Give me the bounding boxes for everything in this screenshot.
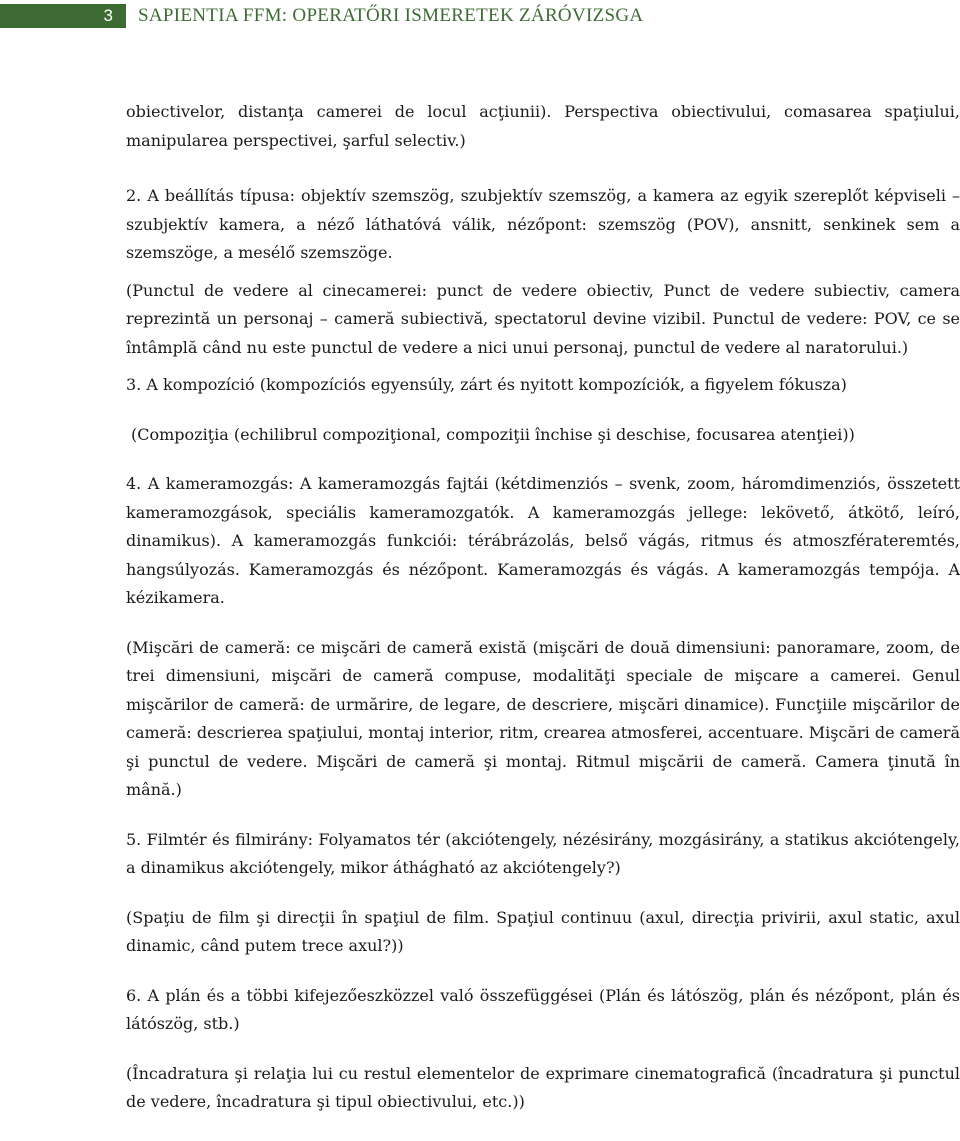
paragraph-10: 6. A plán és a többi kifejezőeszközzel való összefüggései (Plán és látószög, plán és nézőpont, plán és látószög, stb.) [126, 985, 960, 1033]
paragraph-2: 2. A beállítás típusa: objektív szemszög, szubjektív szemszög, a kamera az egyik szereplőt képviseli – szubjektív kamera, a néző láthatóvá válik, nézőpont: szemszög (POV), ansnitt, senkinek sem a szemszöge, a mesélő szemszöge. [126, 186, 960, 262]
paragraph-6: 4. A kameramozgás: A kameramozgás fajtái (kétdimenziós – svenk, zoom, háromdimenziós, összetett kameramozgások, speciális kameramozgatók. A kameramozgás jellege: lekövető, átkötő, leíró, dinamikus). A kameramozgás funkciói: térábrázolás, belső vágás, ritmus és atmoszférateremtés, hangsúlyozás. Kameramozgás és nézőpont. Kameramozgás és vágás. A kameramozgás tempója. A kézikamera. [126, 474, 960, 607]
page-header [0, 4, 643, 28]
paragraph-7: (Mişcări de cameră: ce mişcări de cameră există (mişcări de două dimensiuni: panoramare, zoom, de trei dimensiuni, mişcări de cameră compuse, modalităţi speciale de mişcare a camerei. Genul mişcărilor de cameră: de urmărire, de legare, de descriere, mişcări dinamice). Funcţiile mişcărilor de cameră: descrierea spaţiului, montaj interior, ritm, crearea atmosferei, accentuare. Mişcări de cameră şi punctul de vedere. Mişcări de cameră şi montaj. Ritmul mişcării de cameră. Camera ţinută în mână.) [126, 637, 960, 799]
paragraph-5: (Compoziţia (echilibrul compoziţional, compoziţii închise şi deschise, focusarea atenţiei)) [131, 424, 855, 444]
paragraph-3: (Punctul de vedere al cinecamerei: punct de vedere obiectiv, Punct de vedere subiectiv, camera reprezintă un personaj – cameră subiectivă, spectatorul devine vizibil. Punctul de vedere: POV, ce se întâmplă când nu este punctul de vedere a nici unui personaj, punctul de vedere al naratorului.) [126, 280, 960, 357]
page-number: 3 [0, 4, 126, 28]
paragraph-4: 3. A kompozíció (kompozíciós egyensúly, zárt és nyitott kompozíciók, a figyelem fókusza) [126, 375, 847, 394]
paragraph-1: obiectivelor, distanţa camerei de locul acţiunii). Perspectiva obiectivului, comasarea spaţiului, manipularea perspectivei, şarful selectiv.) [126, 102, 960, 150]
header-title: SAPIENTIA FFM: OPERATŐRI ISMERETEK ZÁRÓVIZSGA [138, 5, 644, 26]
paragraph-8: 5. Filmtér és filmirány: Folyamatos tér (akciótengely, nézésirány, mozgásirány, a statikus akciótengely, a dinamikus akciótengely, mikor áthágható az akciótengely?) [126, 829, 960, 877]
paragraph-11: (Încadratura şi relaţia lui cu restul elementelor de exprimare cinematografică (încadratura şi punctul de vedere, încadratura şi tipul obiectivului, etc.)) [126, 1063, 960, 1111]
document-body [126, 98, 960, 1133]
paragraph-9: (Spaţiu de film şi direcţii în spaţiul de film. Spaţiul continuu (axul, direcţia privirii, axul static, axul dinamic, când putem trece axul?)) [126, 907, 960, 955]
